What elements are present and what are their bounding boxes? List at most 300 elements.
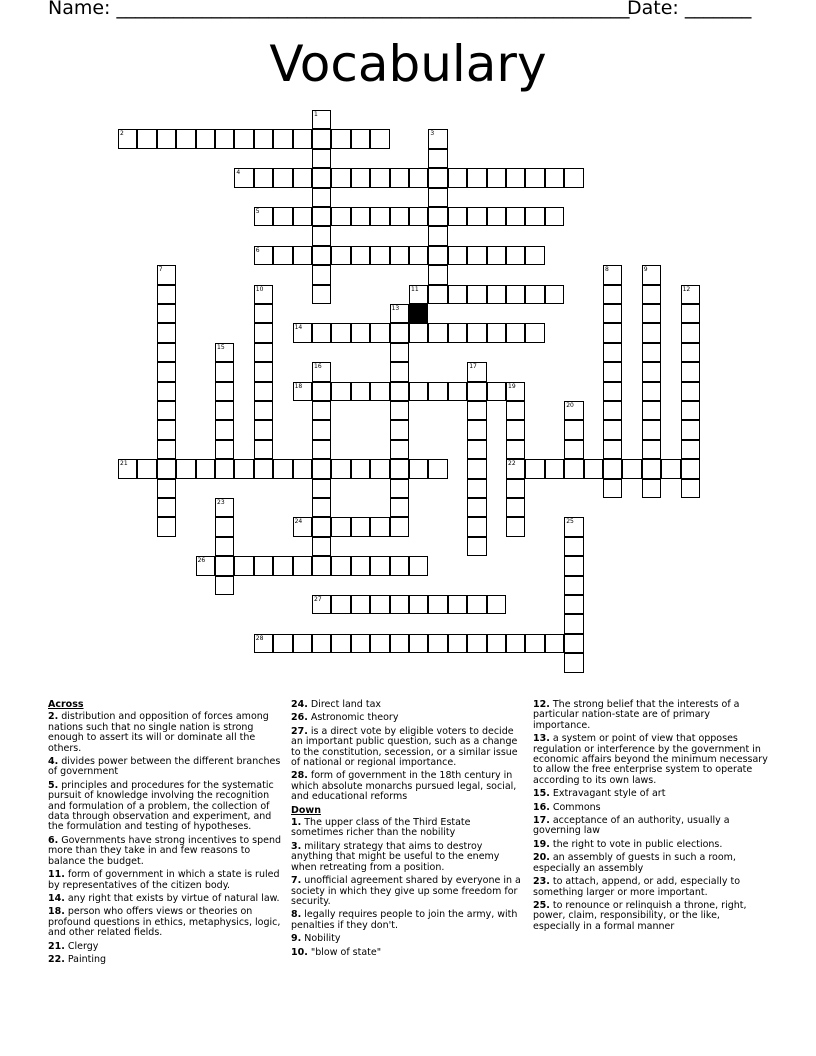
grid-cell[interactable] (312, 188, 331, 207)
clue-number-label: 26. (291, 712, 308, 724)
grid-cell[interactable] (370, 323, 389, 342)
grid-cell[interactable] (390, 440, 409, 459)
grid-cell[interactable] (681, 401, 700, 420)
grid-cell[interactable] (254, 323, 273, 342)
grid-cell[interactable] (331, 168, 350, 187)
grid-cell[interactable] (312, 246, 331, 265)
name-field[interactable]: Name: ______________________________________________________ (48, 0, 630, 19)
grid-cell[interactable] (273, 168, 292, 187)
grid-cell[interactable] (603, 362, 622, 381)
grid-cell[interactable] (603, 401, 622, 420)
grid-cell[interactable] (681, 479, 700, 498)
grid-cell[interactable] (428, 207, 447, 226)
grid-cell[interactable] (428, 285, 447, 304)
grid-cell[interactable] (254, 246, 273, 265)
grid-cell[interactable] (428, 595, 447, 614)
grid-cell[interactable] (564, 614, 583, 633)
grid-cell[interactable] (254, 382, 273, 401)
grid-cell[interactable] (545, 459, 564, 478)
grid-cell[interactable] (157, 129, 176, 148)
grid-cell[interactable] (273, 556, 292, 575)
grid-cell[interactable] (293, 207, 312, 226)
grid-cell[interactable] (564, 440, 583, 459)
grid-cell[interactable] (409, 382, 428, 401)
grid-cell[interactable] (506, 207, 525, 226)
grid-cell[interactable] (215, 420, 234, 439)
grid-cell[interactable] (603, 265, 622, 284)
grid-cell[interactable] (506, 420, 525, 439)
clue-number: 17 (469, 363, 477, 371)
grid-cell[interactable] (603, 459, 622, 478)
grid-cell[interactable] (215, 129, 234, 148)
grid-cell[interactable] (312, 168, 331, 187)
grid-cell[interactable] (370, 517, 389, 536)
grid-cell[interactable] (467, 634, 486, 653)
grid-cell[interactable] (487, 634, 506, 653)
grid-cell[interactable] (467, 323, 486, 342)
grid-cell[interactable] (390, 498, 409, 517)
grid-cell[interactable] (409, 246, 428, 265)
grid-cell[interactable] (293, 246, 312, 265)
grid-cell[interactable] (428, 323, 447, 342)
grid-cell[interactable] (273, 459, 292, 478)
grid-cell[interactable] (564, 634, 583, 653)
grid-cell[interactable] (254, 207, 273, 226)
grid-cell[interactable] (312, 265, 331, 284)
grid-cell[interactable] (196, 129, 215, 148)
grid-cell[interactable] (312, 323, 331, 342)
grid-cell[interactable] (409, 595, 428, 614)
grid-cell[interactable] (642, 440, 661, 459)
grid-cell[interactable] (506, 498, 525, 517)
grid-cell[interactable] (176, 129, 195, 148)
grid-cell[interactable] (331, 517, 350, 536)
grid-cell[interactable] (157, 401, 176, 420)
grid-cell[interactable] (467, 595, 486, 614)
grid-cell[interactable] (428, 168, 447, 187)
grid-cell[interactable] (506, 479, 525, 498)
grid-cell[interactable] (157, 304, 176, 323)
grid-cell[interactable] (370, 459, 389, 478)
grid-cell[interactable] (118, 459, 137, 478)
grid-cell[interactable] (390, 304, 409, 323)
grid-cell[interactable] (506, 323, 525, 342)
grid-cell[interactable] (331, 246, 350, 265)
grid-cell[interactable] (642, 285, 661, 304)
grid-cell[interactable] (370, 168, 389, 187)
grid-cell[interactable] (331, 556, 350, 575)
grid-cell[interactable] (215, 401, 234, 420)
grid-cell[interactable] (370, 207, 389, 226)
grid-cell[interactable] (642, 304, 661, 323)
grid-cell[interactable] (254, 304, 273, 323)
grid-cell[interactable] (312, 440, 331, 459)
grid-cell[interactable] (254, 459, 273, 478)
clue-item (48, 955, 283, 965)
grid-cell[interactable] (215, 576, 234, 595)
grid-cell[interactable] (506, 285, 525, 304)
clue-number-label: 21. (48, 940, 65, 952)
grid-cell[interactable] (409, 285, 428, 304)
grid-cell[interactable] (331, 323, 350, 342)
grid-cell[interactable] (525, 168, 544, 187)
grid-cell[interactable] (351, 459, 370, 478)
grid-cell[interactable] (467, 401, 486, 420)
grid-cell[interactable] (506, 634, 525, 653)
grid-cell[interactable] (370, 634, 389, 653)
grid-cell[interactable] (428, 459, 447, 478)
grid-cell[interactable] (681, 459, 700, 478)
grid-cell[interactable] (196, 556, 215, 575)
grid-cell[interactable] (681, 343, 700, 362)
grid-cell[interactable] (390, 595, 409, 614)
grid-cell[interactable] (506, 440, 525, 459)
grid-cell[interactable] (234, 556, 253, 575)
grid-cell[interactable] (642, 479, 661, 498)
grid-cell[interactable] (467, 207, 486, 226)
grid-cell[interactable] (409, 323, 428, 342)
grid-cell[interactable] (467, 285, 486, 304)
grid-cell[interactable] (564, 420, 583, 439)
grid-cell[interactable] (467, 382, 486, 401)
grid-cell[interactable] (312, 459, 331, 478)
grid-cell[interactable] (254, 401, 273, 420)
grid-cell[interactable] (215, 343, 234, 362)
grid-cell[interactable] (603, 420, 622, 439)
grid-cell[interactable] (273, 129, 292, 148)
grid-cell[interactable] (681, 420, 700, 439)
grid-cell[interactable] (525, 459, 544, 478)
grid-cell[interactable] (642, 382, 661, 401)
grid-cell[interactable] (312, 556, 331, 575)
grid-cell[interactable] (506, 459, 525, 478)
grid-cell[interactable] (351, 634, 370, 653)
grid-cell[interactable] (196, 459, 215, 478)
grid-cell[interactable] (487, 595, 506, 614)
grid-cell[interactable] (293, 634, 312, 653)
grid-cell[interactable] (681, 440, 700, 459)
grid-cell[interactable] (215, 498, 234, 517)
grid-cell[interactable] (448, 285, 467, 304)
grid-cell[interactable] (390, 207, 409, 226)
grid-cell[interactable] (545, 285, 564, 304)
grid-cell[interactable] (681, 304, 700, 323)
grid-cell[interactable] (603, 285, 622, 304)
grid-cell[interactable] (603, 323, 622, 342)
grid-cell[interactable] (390, 420, 409, 439)
grid-cell[interactable] (428, 246, 447, 265)
grid-cell[interactable] (487, 382, 506, 401)
grid-cell[interactable] (234, 168, 253, 187)
grid-cell[interactable] (603, 440, 622, 459)
grid-cell[interactable] (312, 420, 331, 439)
grid-cell[interactable] (234, 129, 253, 148)
clue-number: 7 (158, 266, 163, 274)
clue-number-label: 18. (48, 906, 65, 918)
grid-cell[interactable] (351, 168, 370, 187)
grid-cell[interactable] (448, 595, 467, 614)
grid-cell[interactable] (681, 323, 700, 342)
clue-item (291, 700, 523, 710)
grid-cell[interactable] (254, 285, 273, 304)
grid-cell[interactable] (312, 537, 331, 556)
grid-cell[interactable] (254, 556, 273, 575)
grid-cell[interactable] (506, 382, 525, 401)
grid-cell[interactable] (390, 479, 409, 498)
grid-cell[interactable] (467, 168, 486, 187)
grid-cell[interactable] (273, 207, 292, 226)
grid-cell[interactable] (293, 459, 312, 478)
grid-cell[interactable] (351, 207, 370, 226)
grid-cell[interactable] (390, 517, 409, 536)
grid-cell[interactable] (312, 479, 331, 498)
grid-cell[interactable] (351, 246, 370, 265)
grid-cell[interactable] (254, 362, 273, 381)
grid-cell[interactable] (428, 188, 447, 207)
grid-cell[interactable] (215, 537, 234, 556)
grid-cell[interactable] (603, 304, 622, 323)
grid-cell[interactable] (157, 362, 176, 381)
grid-cell[interactable] (467, 246, 486, 265)
grid-cell[interactable] (390, 323, 409, 342)
grid-cell[interactable] (409, 459, 428, 478)
grid-cell[interactable] (157, 440, 176, 459)
grid-cell[interactable] (448, 246, 467, 265)
grid-cell[interactable] (293, 168, 312, 187)
grid-cell[interactable] (157, 343, 176, 362)
grid-cell[interactable] (312, 401, 331, 420)
grid-cell[interactable] (390, 459, 409, 478)
grid-cell[interactable] (545, 634, 564, 653)
grid-cell[interactable] (642, 401, 661, 420)
grid-cell[interactable] (390, 362, 409, 381)
grid-cell[interactable] (351, 556, 370, 575)
clue-item (533, 840, 768, 850)
grid-cell[interactable] (642, 420, 661, 439)
grid-cell[interactable] (312, 595, 331, 614)
grid-cell[interactable] (467, 440, 486, 459)
grid-cell[interactable] (409, 556, 428, 575)
grid-cell[interactable] (331, 382, 350, 401)
grid-cell[interactable] (331, 207, 350, 226)
grid-cell[interactable] (312, 226, 331, 245)
clue-number-label: 7. (291, 875, 302, 887)
grid-cell[interactable] (428, 129, 447, 148)
grid-cell[interactable] (506, 517, 525, 536)
grid-cell[interactable] (525, 323, 544, 342)
grid-cell[interactable] (487, 285, 506, 304)
grid-cell[interactable] (273, 246, 292, 265)
grid-cell[interactable] (351, 595, 370, 614)
grid-cell[interactable] (157, 459, 176, 478)
grid-cell[interactable] (331, 595, 350, 614)
grid-cell[interactable] (273, 634, 292, 653)
grid-cell[interactable] (351, 517, 370, 536)
grid-cell[interactable] (157, 498, 176, 517)
grid-cell[interactable] (137, 459, 156, 478)
grid-cell[interactable] (467, 420, 486, 439)
grid-cell[interactable] (157, 420, 176, 439)
grid-cell[interactable] (564, 517, 583, 536)
clues-column-1 (48, 700, 283, 968)
grid-cell[interactable] (254, 343, 273, 362)
grid-cell[interactable] (176, 459, 195, 478)
grid-cell[interactable] (661, 459, 680, 478)
grid-cell[interactable] (525, 246, 544, 265)
grid-cell[interactable] (215, 459, 234, 478)
grid-cell[interactable] (293, 556, 312, 575)
grid-cell[interactable] (234, 459, 253, 478)
grid-cell[interactable] (622, 459, 641, 478)
grid-cell[interactable] (525, 634, 544, 653)
clue-number: 21 (120, 460, 128, 468)
grid-cell[interactable] (157, 479, 176, 498)
grid-cell[interactable] (487, 168, 506, 187)
grid-cell[interactable] (525, 207, 544, 226)
grid-cell[interactable] (157, 285, 176, 304)
grid-cell[interactable] (525, 285, 544, 304)
grid-cell[interactable] (564, 653, 583, 672)
clue-item (533, 734, 768, 786)
grid-cell[interactable] (215, 517, 234, 536)
grid-cell[interactable] (157, 382, 176, 401)
grid-cell[interactable] (564, 576, 583, 595)
grid-cell[interactable] (506, 246, 525, 265)
grid-cell[interactable] (681, 362, 700, 381)
grid-cell[interactable] (137, 129, 156, 148)
grid-cell[interactable] (312, 285, 331, 304)
grid-cell[interactable] (331, 459, 350, 478)
grid-cell[interactable] (642, 343, 661, 362)
grid-cell[interactable] (448, 382, 467, 401)
grid-cell[interactable] (390, 556, 409, 575)
grid-cell[interactable] (642, 362, 661, 381)
grid-cell[interactable] (584, 459, 603, 478)
grid-cell[interactable] (254, 634, 273, 653)
grid-cell[interactable] (390, 168, 409, 187)
grid-cell[interactable] (448, 207, 467, 226)
clue-item (48, 907, 283, 938)
grid-cell[interactable] (428, 265, 447, 284)
clue-number-label: 27. (291, 725, 308, 737)
grid-cell[interactable] (642, 323, 661, 342)
grid-cell[interactable] (681, 285, 700, 304)
grid-cell[interactable] (312, 362, 331, 381)
grid-cell[interactable] (351, 382, 370, 401)
grid-cell[interactable] (564, 556, 583, 575)
grid-cell[interactable] (448, 168, 467, 187)
grid-cell[interactable] (564, 595, 583, 614)
grid-cell[interactable] (448, 323, 467, 342)
grid-cell[interactable] (312, 517, 331, 536)
grid-cell[interactable] (467, 479, 486, 498)
grid-cell[interactable] (157, 265, 176, 284)
grid-cell[interactable] (118, 129, 137, 148)
grid-cell[interactable] (642, 265, 661, 284)
grid-cell[interactable] (331, 129, 350, 148)
grid-cell[interactable] (254, 168, 273, 187)
grid-cell[interactable] (487, 246, 506, 265)
grid-cell[interactable] (409, 168, 428, 187)
grid-cell[interactable] (157, 517, 176, 536)
grid-cell[interactable] (428, 382, 447, 401)
grid-cell[interactable] (603, 343, 622, 362)
grid-cell[interactable] (681, 382, 700, 401)
grid-cell[interactable] (293, 129, 312, 148)
grid-cell[interactable] (603, 382, 622, 401)
grid-cell[interactable] (215, 362, 234, 381)
grid-cell[interactable] (428, 634, 447, 653)
grid-cell[interactable] (215, 556, 234, 575)
grid-cell[interactable] (545, 168, 564, 187)
grid-cell[interactable] (312, 149, 331, 168)
grid-cell[interactable] (564, 168, 583, 187)
grid-cell[interactable] (467, 362, 486, 381)
grid-cell[interactable] (312, 129, 331, 148)
grid-cell[interactable] (467, 459, 486, 478)
grid-cell[interactable] (293, 323, 312, 342)
grid-cell[interactable] (545, 207, 564, 226)
grid-cell[interactable] (370, 595, 389, 614)
grid-cell[interactable] (409, 207, 428, 226)
grid-cell[interactable] (390, 401, 409, 420)
grid-cell[interactable] (293, 517, 312, 536)
grid-cell[interactable] (428, 226, 447, 245)
grid-cell[interactable] (467, 498, 486, 517)
grid-cell[interactable] (428, 149, 447, 168)
grid-cell[interactable] (331, 634, 350, 653)
grid-cell[interactable] (254, 420, 273, 439)
grid-cell[interactable] (487, 323, 506, 342)
grid-cell[interactable] (487, 207, 506, 226)
grid-cell[interactable] (312, 634, 331, 653)
grid-cell[interactable] (254, 440, 273, 459)
grid-cell[interactable] (351, 323, 370, 342)
grid-cell[interactable] (312, 498, 331, 517)
grid-cell[interactable] (506, 401, 525, 420)
grid-cell[interactable] (564, 401, 583, 420)
grid-cell[interactable] (506, 168, 525, 187)
grid-cell[interactable] (390, 634, 409, 653)
page-title: Vocabulary (269, 35, 547, 93)
grid-cell[interactable] (448, 634, 467, 653)
grid-cell[interactable] (390, 382, 409, 401)
grid-cell[interactable] (370, 382, 389, 401)
grid-cell[interactable] (312, 382, 331, 401)
grid-cell[interactable] (467, 537, 486, 556)
date-field[interactable]: Date: _______ (627, 0, 752, 19)
grid-cell[interactable] (254, 129, 273, 148)
grid-cell[interactable] (603, 479, 622, 498)
grid-cell[interactable] (409, 634, 428, 653)
grid-cell[interactable] (370, 246, 389, 265)
grid-cell[interactable] (642, 459, 661, 478)
grid-cell[interactable] (312, 110, 331, 129)
grid-cell[interactable] (293, 382, 312, 401)
grid-cell[interactable] (467, 517, 486, 536)
grid-cell[interactable] (370, 129, 389, 148)
grid-cell[interactable] (390, 343, 409, 362)
grid-cell[interactable] (351, 129, 370, 148)
grid-cell[interactable] (215, 382, 234, 401)
grid-cell[interactable] (564, 459, 583, 478)
grid-cell[interactable] (312, 207, 331, 226)
grid-cell[interactable] (215, 440, 234, 459)
grid-cell[interactable] (370, 556, 389, 575)
grid-cell[interactable] (564, 537, 583, 556)
grid-cell[interactable] (390, 246, 409, 265)
grid-cell[interactable] (157, 323, 176, 342)
